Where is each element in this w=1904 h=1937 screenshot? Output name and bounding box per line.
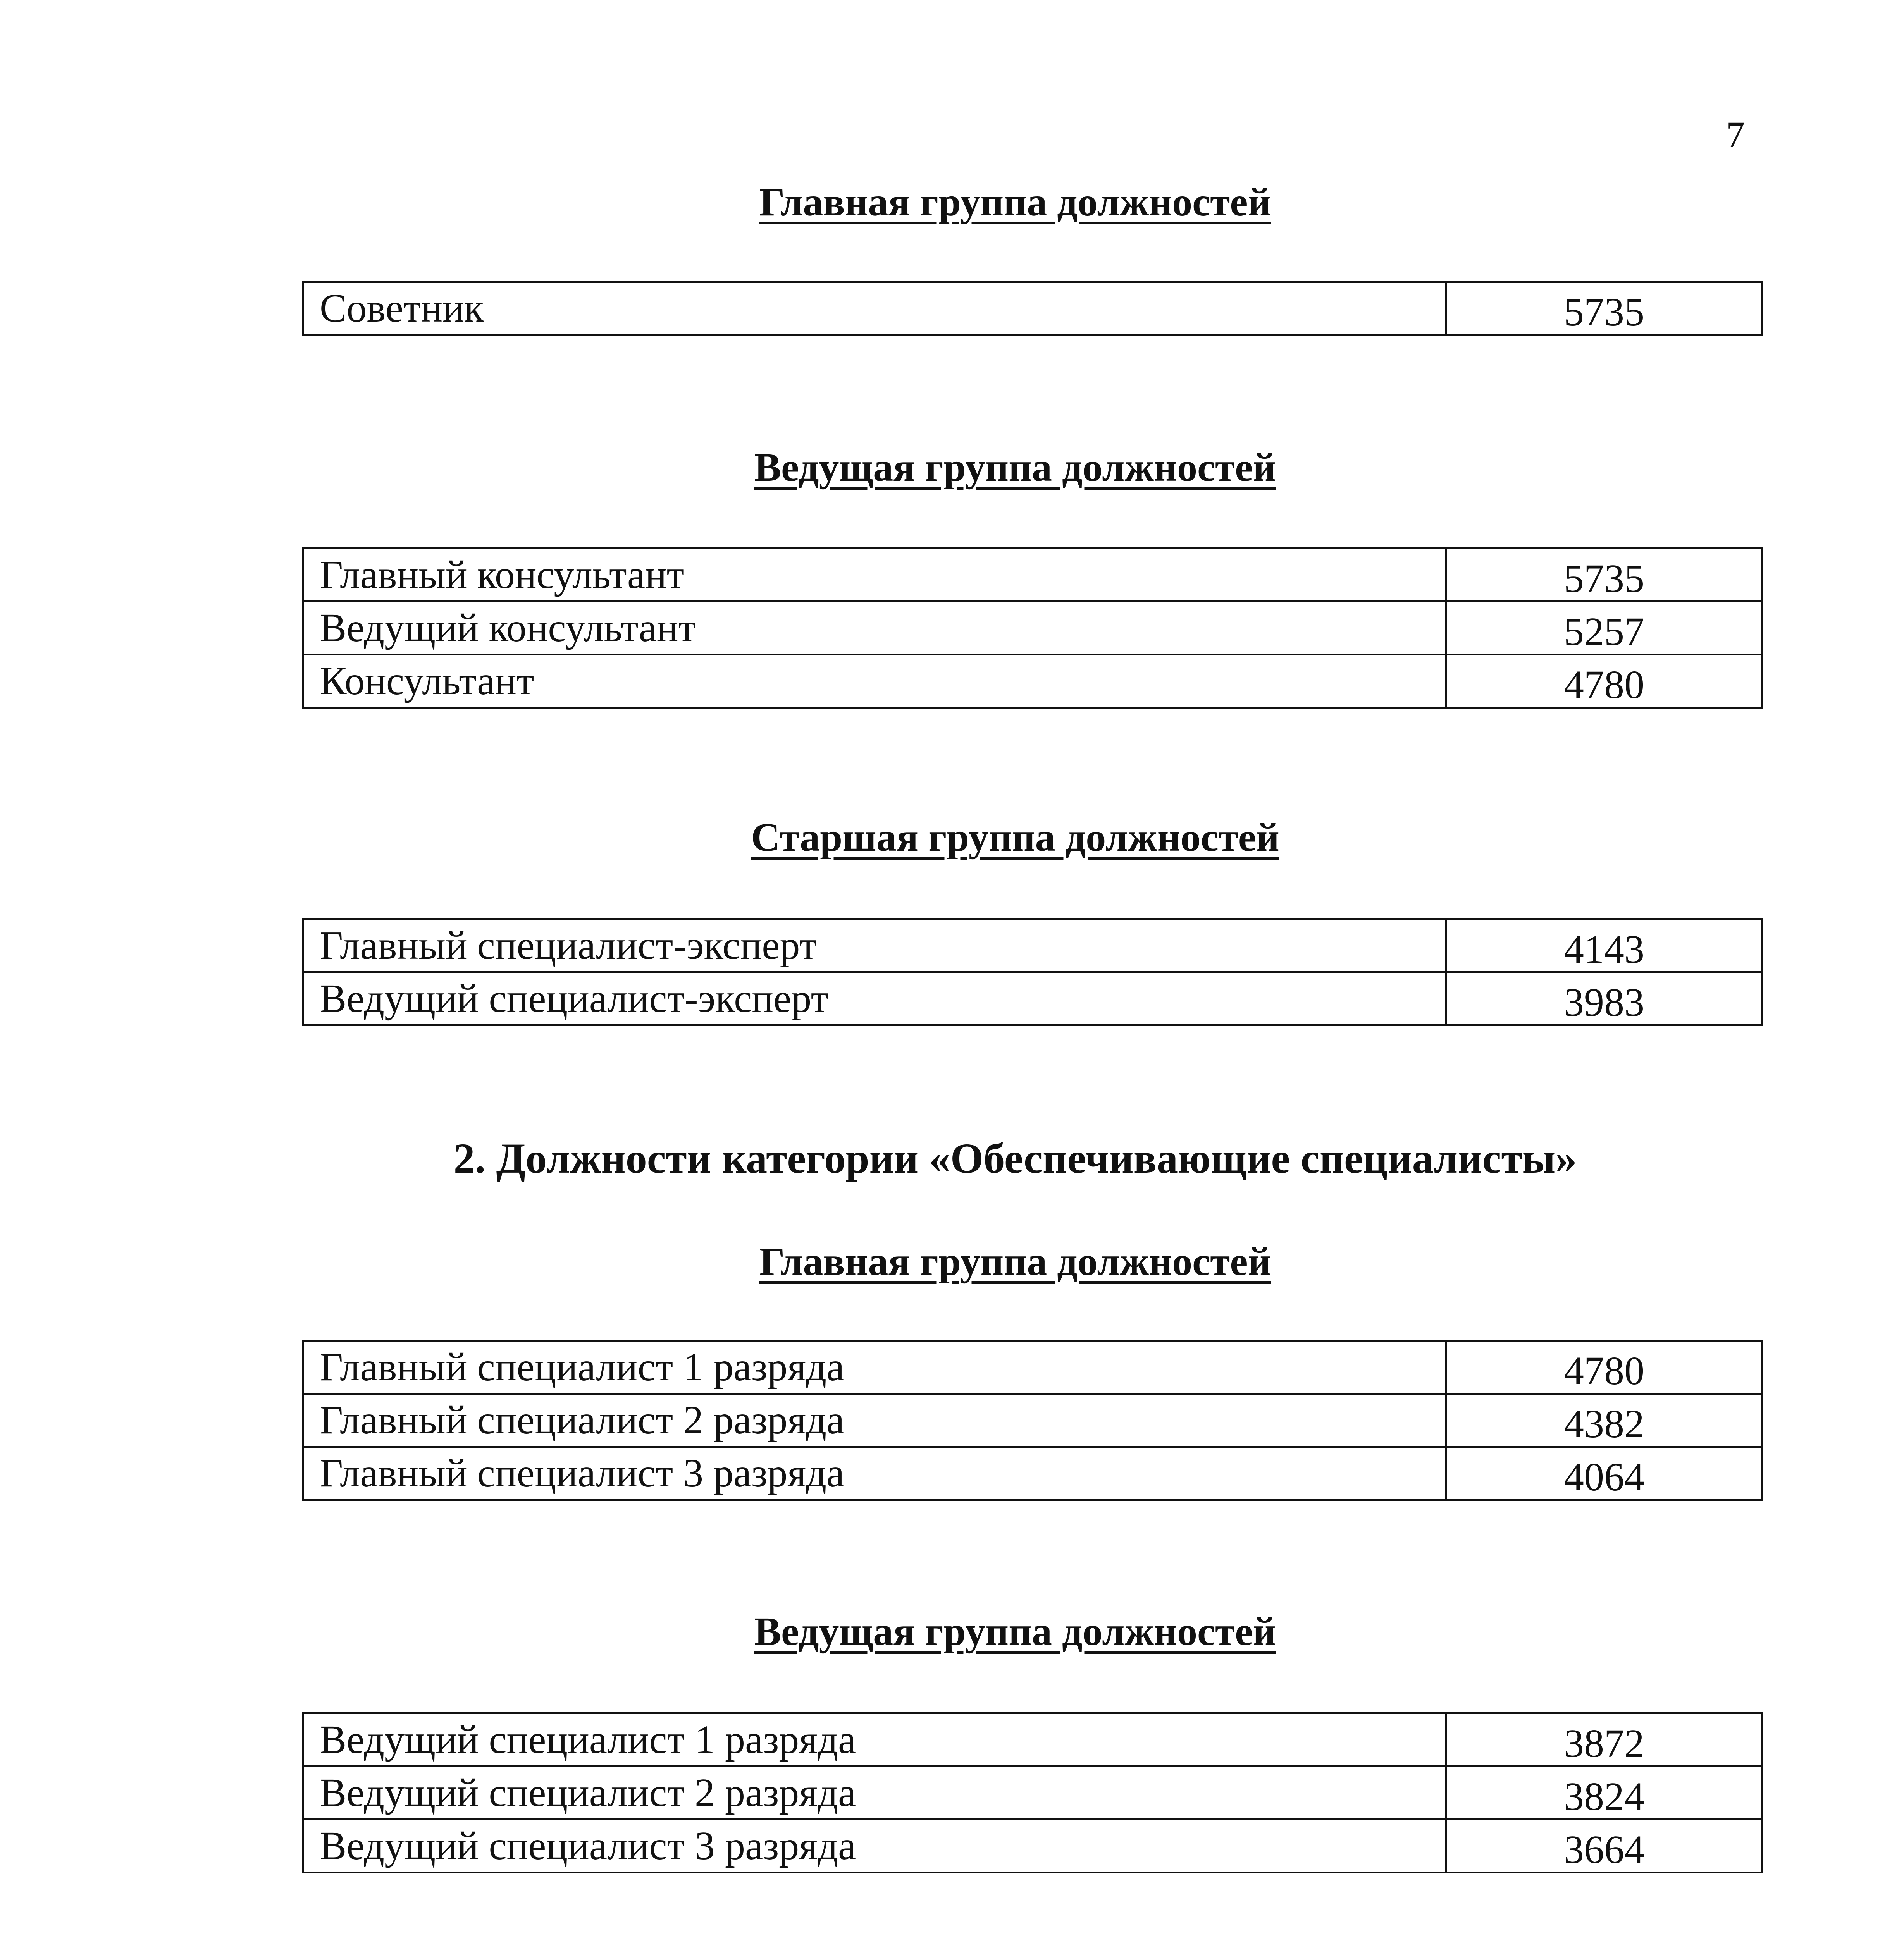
position-title: Ведущий специалист 3 разряда bbox=[303, 1820, 1446, 1873]
group-heading-leading bbox=[0, 447, 1904, 488]
group-heading-main bbox=[0, 182, 1904, 222]
position-value: 3983 bbox=[1446, 972, 1762, 1025]
position-value: 5735 bbox=[1446, 282, 1762, 335]
position-title: Главный консультант bbox=[303, 549, 1446, 602]
position-value: 3824 bbox=[1446, 1767, 1762, 1820]
position-value: 5257 bbox=[1446, 602, 1762, 655]
position-value: 4064 bbox=[1446, 1447, 1762, 1500]
group-heading-text: Старшая группа должностей bbox=[751, 815, 1279, 860]
position-title: Главный специалист 2 разряда bbox=[303, 1394, 1446, 1447]
position-value: 3872 bbox=[1446, 1713, 1762, 1767]
category-heading: 2. Должности категории «Обеспечивающие специалисты» bbox=[453, 1135, 1577, 1182]
positions-table-main bbox=[302, 1340, 1763, 1501]
group-heading-text: Главная группа должностей bbox=[759, 180, 1271, 224]
page-number: 7 bbox=[1726, 114, 1745, 155]
group-heading-main bbox=[0, 1239, 1904, 1284]
table-row bbox=[303, 282, 1762, 335]
position-title: Главный специалист-эксперт bbox=[303, 919, 1446, 972]
table-row bbox=[303, 1820, 1762, 1873]
position-value: 5735 bbox=[1446, 549, 1762, 602]
table-row bbox=[303, 972, 1762, 1025]
position-title: Ведущий консультант bbox=[303, 602, 1446, 655]
table-row bbox=[303, 919, 1762, 972]
position-title: Ведущий специалист 2 разряда bbox=[303, 1767, 1446, 1820]
positions-table-senior bbox=[302, 918, 1763, 1026]
position-title: Главный специалист 1 разряда bbox=[303, 1341, 1446, 1394]
position-title: Советник bbox=[303, 282, 1446, 335]
group-heading-leading bbox=[0, 1609, 1904, 1654]
table-row bbox=[303, 1713, 1762, 1767]
table-row bbox=[303, 1447, 1762, 1500]
group-heading-text: Ведущая группа должностей bbox=[754, 1609, 1276, 1654]
positions-table-leading bbox=[302, 1712, 1763, 1873]
table-row bbox=[303, 602, 1762, 655]
table-row bbox=[303, 549, 1762, 602]
group-heading-text: Главная группа должностей bbox=[759, 1239, 1271, 1284]
table-row bbox=[303, 1767, 1762, 1820]
table-row bbox=[303, 1394, 1762, 1447]
positions-table-leading bbox=[302, 547, 1763, 709]
position-value: 4780 bbox=[1446, 655, 1762, 708]
group-heading-senior bbox=[0, 817, 1904, 858]
position-title: Ведущий специалист 1 разряда bbox=[303, 1713, 1446, 1767]
table-row bbox=[303, 655, 1762, 708]
position-value: 4780 bbox=[1446, 1341, 1762, 1394]
positions-table-main bbox=[302, 281, 1763, 336]
table-row bbox=[303, 1341, 1762, 1394]
position-value: 4382 bbox=[1446, 1394, 1762, 1447]
position-title: Консультант bbox=[303, 655, 1446, 708]
position-title: Главный специалист 3 разряда bbox=[303, 1447, 1446, 1500]
position-value: 4143 bbox=[1446, 919, 1762, 972]
position-value: 3664 bbox=[1446, 1820, 1762, 1873]
group-heading-text: Ведущая группа должностей bbox=[754, 445, 1276, 490]
position-title: Ведущий специалист-эксперт bbox=[303, 972, 1446, 1025]
